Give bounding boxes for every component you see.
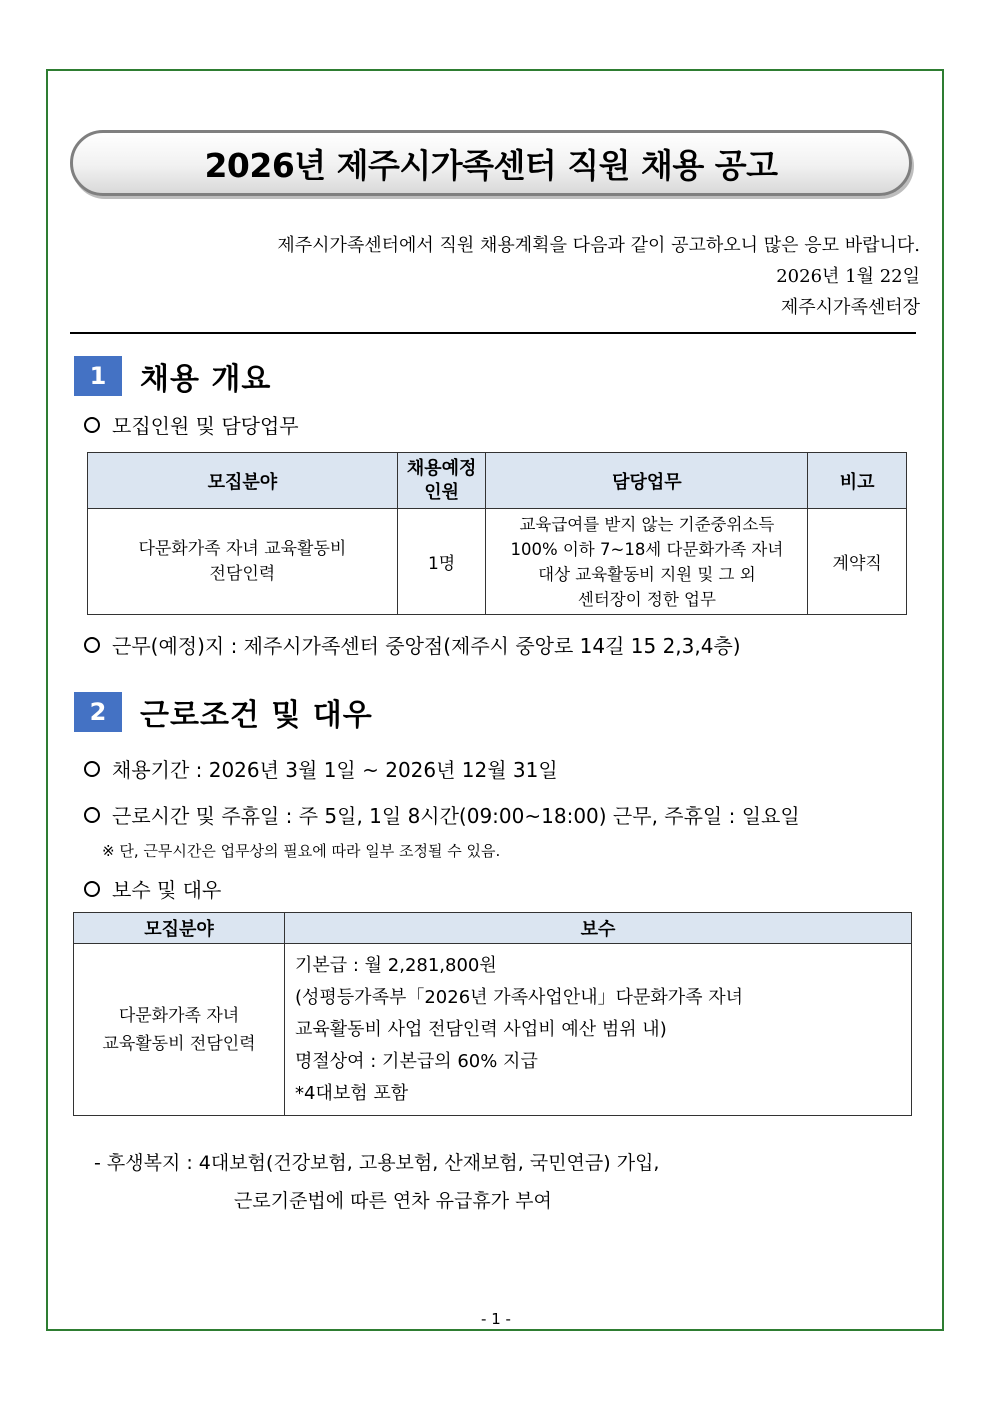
cell-note: 계약직 — [808, 509, 907, 615]
bullet-pay — [84, 874, 221, 903]
header-duty: 담당업무 — [486, 453, 808, 509]
pay-line: *4대보험 포함 — [295, 1082, 409, 1104]
table-row — [74, 944, 912, 1116]
welfare-line-1: - 후생복지 : 4대보험(건강보험, 고용보험, 산재보험, 국민연금) 가입, — [94, 1152, 660, 1174]
bullet-text: 모집인원 및 담당업무 — [112, 414, 299, 438]
header-pay: 보수 — [285, 913, 912, 944]
circle-bullet-icon — [84, 881, 100, 897]
bullet-text: 근무(예정)지 : 제주시가족센터 중앙점(제주시 중앙로 14길 15 2,3,4층) — [112, 634, 741, 658]
section-2-heading — [74, 690, 373, 734]
announcement-date: 2026년 1월 22일 — [776, 266, 920, 287]
welfare-line-2: 근로기준법에 따른 연차 유급휴가 부여 — [234, 1190, 552, 1212]
hours-note: ※ 단, 근무시간은 업무상의 필요에 따라 일부 조정될 수 있음. — [102, 842, 501, 860]
section-number: 2 — [74, 692, 122, 732]
divider — [70, 332, 916, 334]
header-count — [397, 453, 486, 509]
field-line: 교육활동비 전담인력 — [102, 1033, 256, 1054]
bullet-location — [84, 630, 741, 659]
duty-line: 센터장이 정한 업무 — [577, 589, 716, 609]
page-number: - 1 - — [481, 1310, 511, 1328]
cell-field — [88, 509, 398, 615]
cell-duty — [486, 509, 808, 615]
bullet-text: 채용기간 : 2026년 3월 1일 ~ 2026년 12월 31일 — [112, 758, 558, 782]
header-count-line2: 인원 — [424, 481, 459, 503]
intro-text: 제주시가족센터에서 직원 채용계획을 다음과 같이 공고하오니 많은 응모 바랍니다. — [277, 235, 920, 256]
header-field: 모집분야 — [88, 453, 398, 509]
pay-line: (성평등가족부「2026년 가족사업안내」다문화가족 자녀 — [295, 986, 744, 1008]
table-row — [88, 509, 907, 615]
pay-line: 기본급 : 월 2,281,800원 — [295, 954, 497, 976]
section-title: 근로조건 및 대우 — [140, 698, 373, 733]
page-title: 2026년 제주시가족센터 직원 채용 공고 — [204, 145, 778, 185]
pay-line: 교육활동비 사업 전담인력 사업비 예산 범위 내) — [295, 1018, 667, 1040]
intro-block — [92, 230, 920, 323]
signer: 제주시가족센터장 — [780, 297, 920, 318]
header-count-line1: 채용예정 — [406, 457, 477, 479]
circle-bullet-icon — [84, 637, 100, 653]
cell-count: 1명 — [397, 509, 486, 615]
cell-field — [74, 944, 285, 1116]
bullet-hours — [84, 800, 800, 829]
pay-table — [73, 912, 912, 1116]
bullet-period — [84, 754, 558, 783]
field-line: 다문화가족 자녀 교육활동비 — [138, 538, 347, 559]
pay-line: 명절상여 : 기본급의 60% 지급 — [295, 1050, 538, 1072]
circle-bullet-icon — [84, 761, 100, 777]
duty-line: 100% 이하 7~18세 다문화가족 자녀 — [510, 539, 784, 559]
circle-bullet-icon — [84, 417, 100, 433]
section-number: 1 — [74, 356, 122, 396]
bullet-text: 근로시간 및 주휴일 : 주 5일, 1일 8시간(09:00~18:00) 근무, 주휴일 : 일요일 — [112, 804, 800, 828]
title-banner — [70, 130, 912, 196]
field-line: 다문화가족 자녀 — [118, 1005, 240, 1026]
field-line: 전담인력 — [209, 563, 276, 584]
bullet-recruit — [84, 410, 299, 439]
header-note: 비고 — [808, 453, 907, 509]
bullet-text: 보수 및 대우 — [112, 878, 222, 902]
section-title: 채용 개요 — [140, 362, 272, 397]
recruit-table — [87, 452, 907, 615]
cell-pay — [285, 944, 912, 1116]
duty-line: 대상 교육활동비 지원 및 그 외 — [538, 564, 756, 584]
header-field: 모집분야 — [74, 913, 285, 944]
section-1-heading — [74, 354, 271, 398]
duty-line: 교육급여를 받지 않는 기준중위소득 — [519, 514, 775, 534]
circle-bullet-icon — [84, 807, 100, 823]
